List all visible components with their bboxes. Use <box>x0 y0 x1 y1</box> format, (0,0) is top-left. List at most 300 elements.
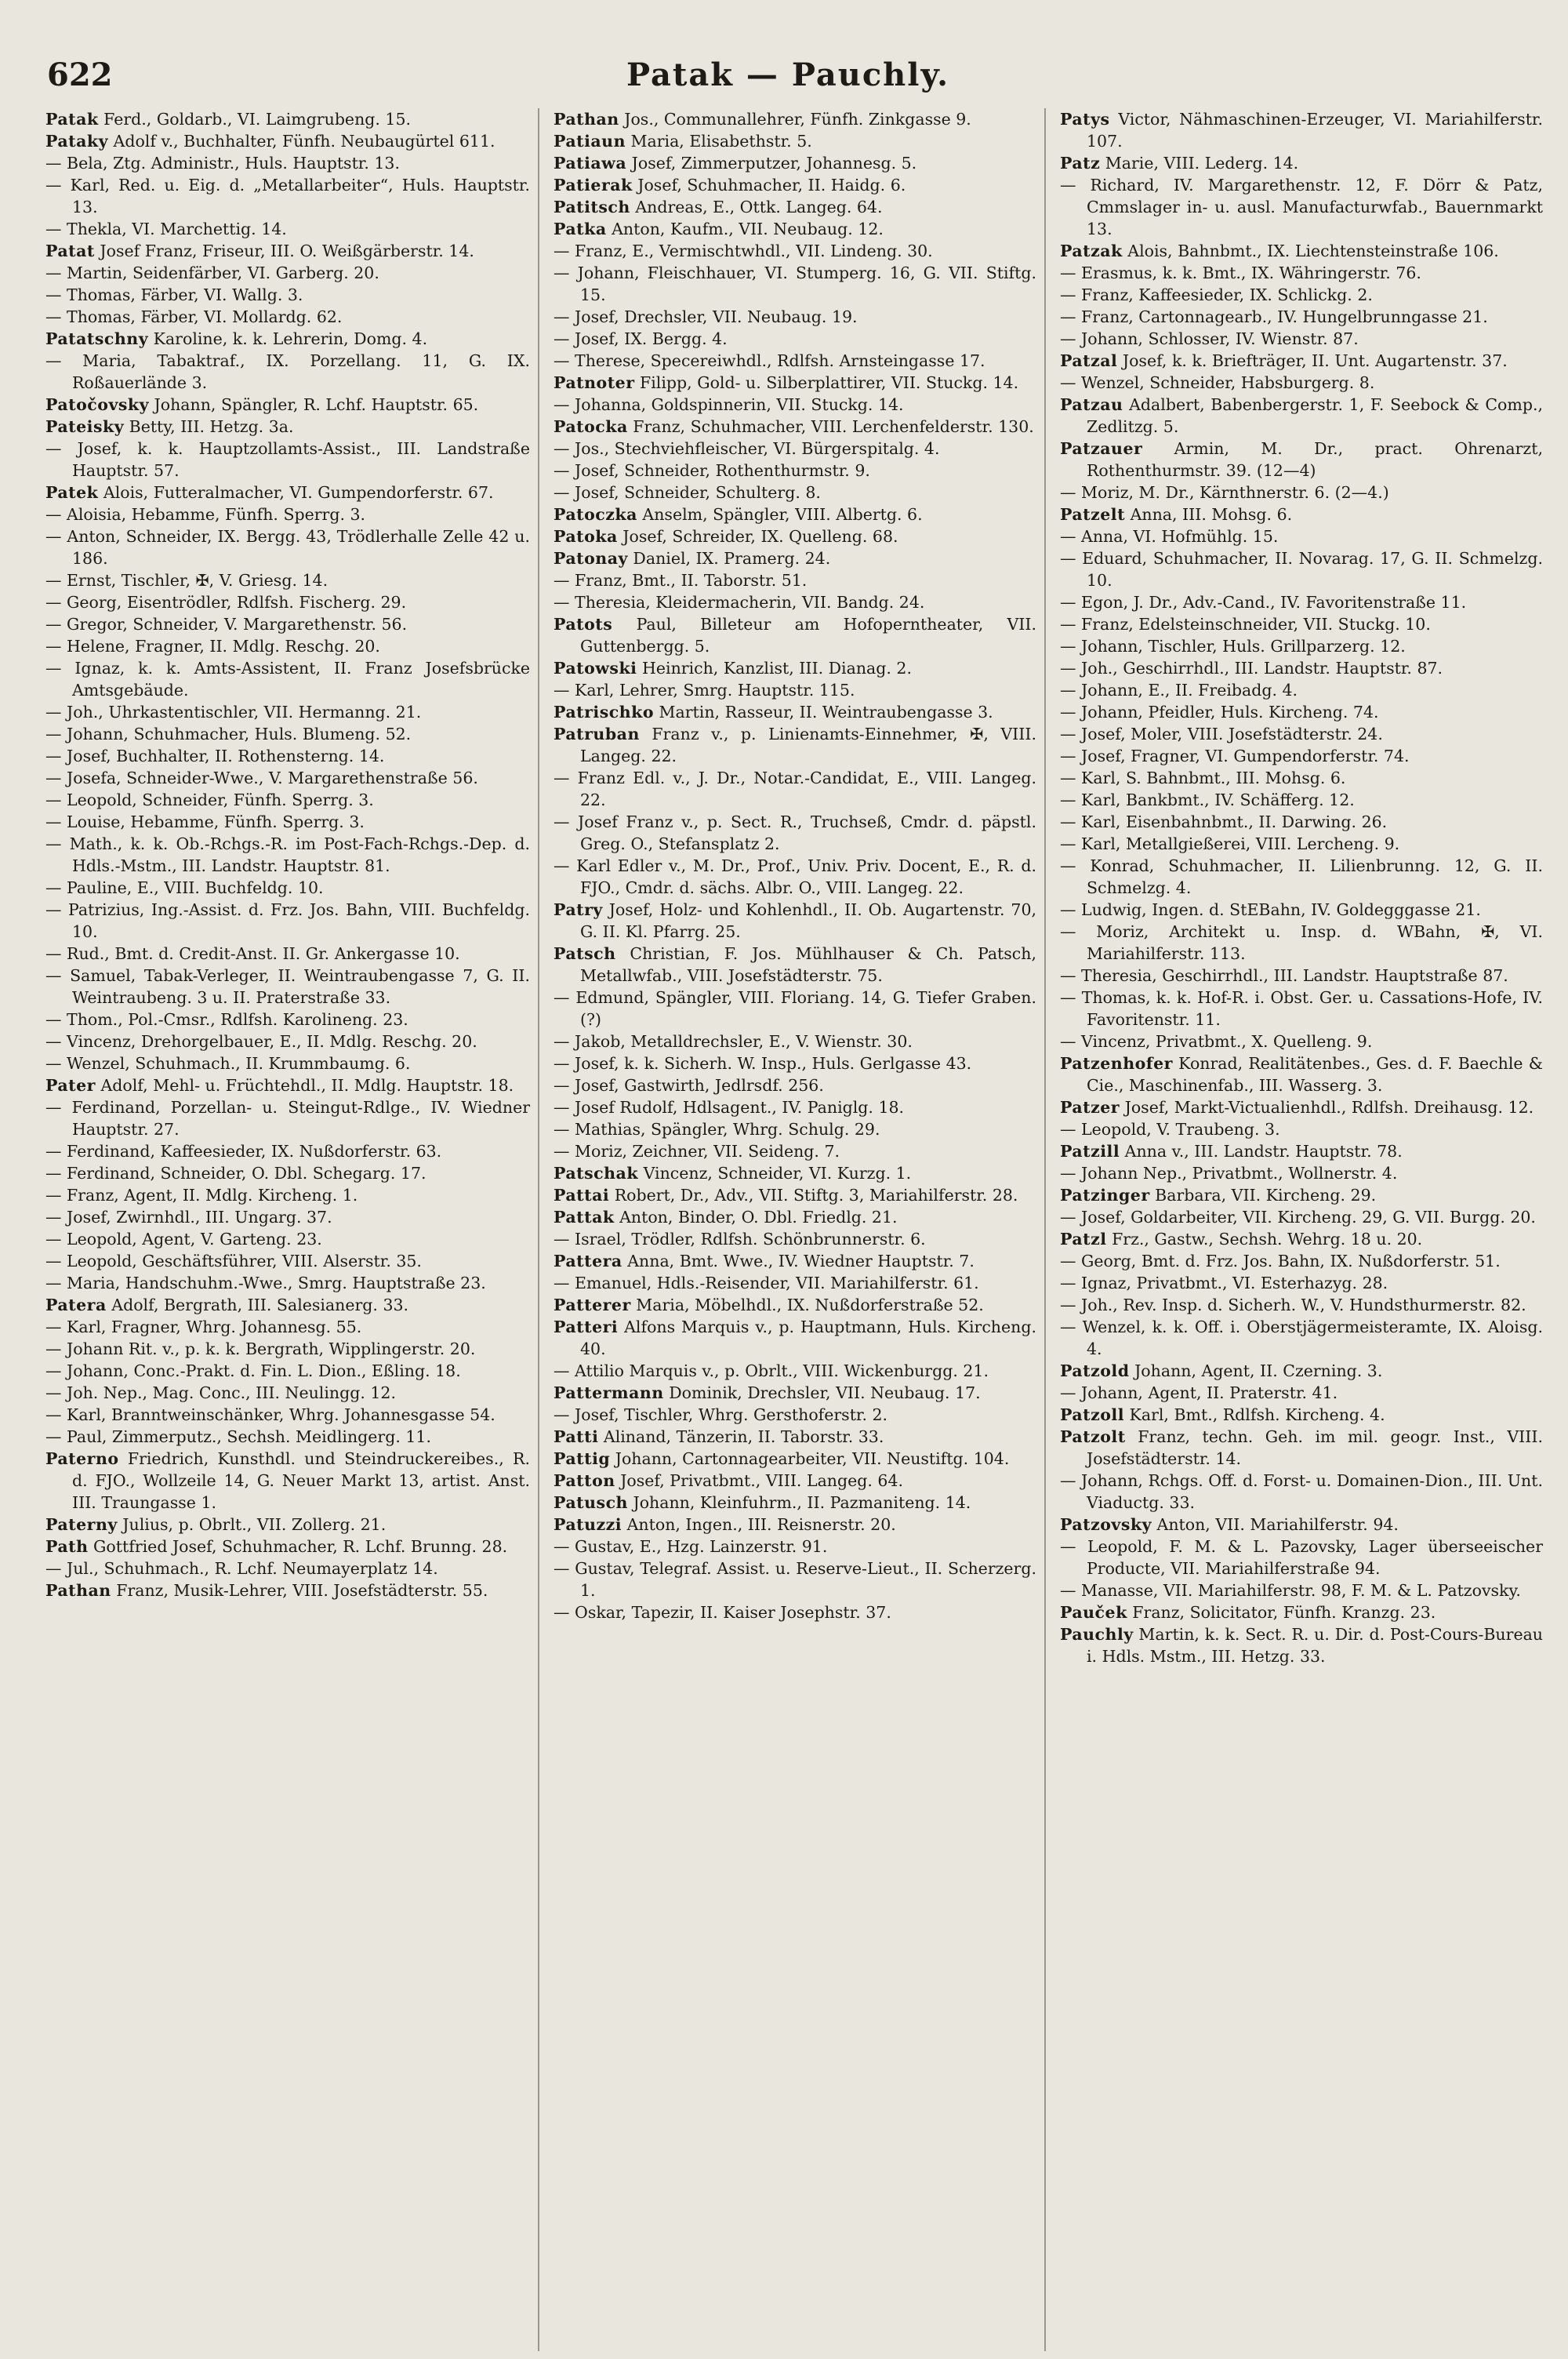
entry-details: Victor, Nähmaschinen-Erzeuger, VI. Mariahilferstr. 107. <box>1087 110 1543 151</box>
entry-details: — Johann, Fleischhauer, VI. Stumperg. 16, G. VII. Stiftg. 15. <box>554 264 1036 304</box>
directory-entry <box>1060 108 1543 152</box>
entry-surname: Pauchly <box>1060 1625 1134 1644</box>
entry-details: — Pauline, E., VIII. Buchfeldg. 10. <box>45 878 324 897</box>
directory-entry <box>1060 767 1543 789</box>
entry-details: — Johann, Tischler, Huls. Grillparzerg. 12. <box>1060 637 1406 656</box>
directory-entry <box>45 525 530 569</box>
entry-surname: Patonay <box>554 549 628 568</box>
entry-details: — Josef Franz v., p. Sect. R., Truchseß, Cmdr. d. päpstl. Greg. O., Stefansplatz 2. <box>554 812 1036 853</box>
directory-entry <box>554 1206 1036 1228</box>
entry-surname: Patteri <box>554 1318 619 1336</box>
directory-entry <box>1060 240 1543 262</box>
entry-surname: Patusch <box>554 1493 628 1512</box>
entry-details: — Joh., Uhrkastentischler, VII. Hermanng. 21. <box>45 703 422 722</box>
entry-surname: Pauček <box>1060 1603 1127 1622</box>
entry-surname: Patzal <box>1060 351 1118 370</box>
directory-entry <box>554 1558 1036 1601</box>
directory-entry <box>554 262 1036 306</box>
directory-entry <box>554 152 1036 174</box>
entry-details: — Josef, Schneider, Rothenthurmstr. 9. <box>554 461 870 480</box>
directory-entry <box>1060 525 1543 547</box>
directory-entry <box>1060 1536 1543 1579</box>
entry-details: — Moriz, M. Dr., Kärnthnerstr. 6. (2—4.) <box>1060 483 1389 502</box>
entry-details: — Leopold, Agent, V. Garteng. 23. <box>45 1230 322 1249</box>
running-head: Patak — Pauchly. <box>626 56 950 93</box>
entry-details: — Therese, Specereiwhdl., Rdlfsh. Arnsteingasse 17. <box>554 351 985 370</box>
directory-entry <box>554 438 1036 460</box>
entry-details: Franz, Musik-Lehrer, VIII. Josefstädterstr. 55. <box>111 1581 488 1600</box>
directory-entry <box>45 240 530 262</box>
directory-entry <box>1060 1316 1543 1360</box>
directory-entry <box>45 1338 530 1360</box>
directory-entry <box>45 328 530 350</box>
entry-details: — Helene, Fragner, II. Mdlg. Reschg. 20. <box>45 637 380 656</box>
directory-entry <box>554 482 1036 503</box>
entry-surname: Patiawa <box>554 154 627 173</box>
entry-details: — Karl, Branntweinschänker, Whrg. Johannesgasse 54. <box>45 1405 495 1424</box>
directory-entry <box>45 657 530 701</box>
entry-details: — Johann, Conc.-Prakt. d. Fin. L. Dion., Eßling. 18. <box>45 1361 461 1380</box>
entry-details: — Leopold, F. M. & L. Pazovsky, Lager überseeischer Producte, VII. Mariahilferstraße 94. <box>1060 1537 1543 1578</box>
entry-details: Anton, VII. Mariahilferstr. 94. <box>1152 1515 1399 1534</box>
entry-details: — Bela, Ztg. Administr., Huls. Hauptstr. 13. <box>45 154 400 173</box>
directory-entry <box>1060 1426 1543 1470</box>
directory-entry <box>554 130 1036 152</box>
directory-entry <box>1060 1140 1543 1162</box>
entry-details: — Math., k. k. Ob.-Rchgs.-R. im Post-Fach-Rchgs.-Dep. d. Hdls.-Mstm., III. Landstr. Hauptstr. 81. <box>45 834 530 875</box>
directory-entry <box>45 1294 530 1316</box>
directory-entry <box>554 679 1036 701</box>
entry-surname: Patiaun <box>554 132 626 151</box>
directory-entry <box>554 350 1036 372</box>
directory-entry <box>45 1096 530 1140</box>
directory-entry <box>554 1536 1036 1558</box>
directory-entry <box>1060 547 1543 591</box>
entry-surname: Patry <box>554 900 603 919</box>
entry-details: Vincenz, Schneider, VI. Kurzg. 1. <box>638 1164 912 1183</box>
entry-details: Adolf, Mehl- u. Früchtehdl., II. Mdlg. Hauptstr. 18. <box>95 1076 514 1095</box>
directory-entry <box>45 218 530 240</box>
entry-surname: Patti <box>554 1427 599 1446</box>
directory-entry <box>554 1492 1036 1514</box>
entry-details: — Moriz, Architekt u. Insp. d. WBahn, ✠, VI. Mariahilferstr. 113. <box>1060 922 1543 963</box>
entry-surname: Patitsch <box>554 198 630 216</box>
entry-details: — Josef, Goldarbeiter, VII. Kircheng. 29, G. VII. Burgg. 20. <box>1060 1208 1536 1227</box>
directory-entry <box>554 108 1036 130</box>
directory-entry <box>554 1074 1036 1096</box>
directory-entry <box>45 613 530 635</box>
entry-details: — Josef, Gastwirth, Jedlrsdf. 256. <box>554 1076 824 1095</box>
column-middle <box>538 108 1044 2351</box>
directory-entry <box>45 635 530 657</box>
directory-entry <box>554 855 1036 899</box>
entry-surname: Patzauer <box>1060 439 1143 458</box>
directory-entry <box>45 833 530 877</box>
directory-entry <box>554 174 1036 196</box>
directory-entry <box>1060 1294 1543 1316</box>
directory-entry <box>554 569 1036 591</box>
directory-entry <box>554 943 1036 987</box>
entry-details: Maria, Möbelhdl., IX. Nußdorferstraße 52. <box>630 1296 984 1314</box>
entry-details: — Patrizius, Ing.-Assist. d. Frz. Jos. Bahn, VIII. Buchfeldg. 10. <box>45 900 530 941</box>
directory-entry <box>1060 657 1543 679</box>
entry-details: Franz v., p. Linienamts-Einnehmer, ✠, VIII. Langeg. 22. <box>580 725 1036 765</box>
directory-entry <box>554 811 1036 855</box>
directory-entry <box>45 1140 530 1162</box>
entry-details: — Anton, Schneider, IX. Bergg. 43, Trödlerhalle Zelle 42 u. 186. <box>45 527 530 568</box>
entry-details: Anna, Bmt. Wwe., IV. Wiedner Hauptstr. 7. <box>622 1252 975 1270</box>
entry-details: Julius, p. Obrlt., VII. Zollerg. 21. <box>117 1515 387 1534</box>
entry-surname: Pataky <box>45 132 109 151</box>
directory-entry <box>1060 635 1543 657</box>
directory-entry <box>554 1030 1036 1052</box>
entry-details: — Israel, Trödler, Rdlfsh. Schönbrunnerstr. 6. <box>554 1230 926 1249</box>
directory-entry <box>45 108 530 130</box>
entry-details: — Karl, Eisenbahnbmt., II. Darwing. 26. <box>1060 812 1388 831</box>
entry-details: — Karl, Bankbmt., IV. Schäfferg. 12. <box>1060 791 1355 809</box>
entry-details: — Aloisia, Hebamme, Fünfh. Sperrg. 3. <box>45 505 366 524</box>
directory-entry <box>45 130 530 152</box>
directory-entry <box>45 284 530 306</box>
directory-entry <box>554 1272 1036 1294</box>
directory-entry <box>554 460 1036 482</box>
directory-entry <box>45 943 530 965</box>
entry-details: Franz, Schuhmacher, VIII. Lerchenfelderstr. 130. <box>627 417 1034 436</box>
entry-details: — Mathias, Spängler, Whrg. Schulg. 29. <box>554 1120 880 1139</box>
directory-entry <box>1060 1272 1543 1294</box>
entry-details: — Anna, VI. Hofmühlg. 15. <box>1060 527 1279 546</box>
entry-details: Gottfried Josef, Schuhmacher, R. Lchf. Brunng. 28. <box>88 1537 508 1556</box>
directory-entry <box>45 1052 530 1074</box>
entry-details: — Gregor, Schneider, V. Margarethenstr. 56. <box>45 615 408 634</box>
entry-surname: Patterer <box>554 1296 631 1314</box>
entry-surname: Patruban <box>554 725 640 743</box>
entry-details: Frz., Gastw., Sechsh. Wehrg. 18 u. 20. <box>1106 1230 1423 1249</box>
entry-details: — Franz, Bmt., II. Taborstr. 51. <box>554 571 808 590</box>
directory-entry <box>45 416 530 438</box>
directory-entry <box>1060 833 1543 855</box>
entry-details: — Josef, IX. Bergg. 4. <box>554 329 728 348</box>
entry-details: — Karl, Fragner, Whrg. Johannesg. 55. <box>45 1318 362 1336</box>
directory-entry <box>45 174 530 218</box>
entry-details: — Louise, Hebamme, Fünfh. Sperrg. 3. <box>45 812 365 831</box>
directory-entry <box>45 503 530 525</box>
entry-details: — Richard, IV. Margarethenstr. 12, F. Dörr & Patz, Cmmslager in- u. ausl. Manufacturwfab., Bauernmarkt 13. <box>1060 176 1543 238</box>
directory-entry <box>554 306 1036 328</box>
entry-details: — Georg, Eisentrödler, Rdlfsh. Fischerg. 29. <box>45 593 407 612</box>
entry-surname: Patatschny <box>45 329 149 348</box>
entry-details: — Paul, Zimmerputz., Sechsh. Meidlingerg. 11. <box>45 1427 431 1446</box>
directory-entry <box>45 1579 530 1601</box>
entry-details: Anselm, Spängler, VIII. Albertg. 6. <box>637 505 923 524</box>
entry-details: — Gustav, Telegraf. Assist. u. Reserve-Lieut., II. Scherzerg. 1. <box>554 1559 1036 1600</box>
directory-entry <box>45 767 530 789</box>
entry-details: — Johann Rit. v., p. k. k. Bergrath, Wipplingerstr. 20. <box>45 1339 476 1358</box>
entry-details: — Thekla, VI. Marchettig. 14. <box>45 220 287 238</box>
directory-entry <box>1060 1623 1543 1667</box>
directory-entry <box>1060 1118 1543 1140</box>
directory-entry <box>554 899 1036 943</box>
entry-details: Josef, Privatbmt., VIII. Langeg. 64. <box>615 1471 904 1490</box>
entry-details: Karl, Bmt., Rdlfsh. Kircheng. 4. <box>1124 1405 1385 1424</box>
entry-surname: Patrischko <box>554 703 655 722</box>
directory-entry <box>45 350 530 394</box>
directory-entry <box>1060 1096 1543 1118</box>
directory-entry <box>554 1228 1036 1250</box>
entry-surname: Pattig <box>554 1449 611 1468</box>
entry-details: Josef, k. k. Briefträger, II. Unt. Augartenstr. 37. <box>1117 351 1508 370</box>
entry-surname: Patka <box>554 220 607 238</box>
entry-surname: Paterny <box>45 1515 118 1534</box>
entry-surname: Patoka <box>554 527 618 546</box>
entry-surname: Patzau <box>1060 395 1123 414</box>
directory-entry <box>45 438 530 482</box>
directory-entry <box>1060 1360 1543 1382</box>
directory-entry <box>1060 350 1543 372</box>
entry-surname: Patat <box>45 242 95 260</box>
entry-details: — Franz, Edelsteinschneider, VII. Stuckg. 10. <box>1060 615 1431 634</box>
entry-surname: Patschak <box>554 1164 639 1183</box>
entry-details: — Josef, k. k. Sicherh. W. Insp., Huls. Gerlgasse 43. <box>554 1054 972 1073</box>
directory-entry <box>554 196 1036 218</box>
directory-entry <box>554 723 1036 767</box>
entry-surname: Patots <box>554 615 613 634</box>
entry-details: — Jakob, Metalldrechsler, E., V. Wienstr. 30. <box>554 1032 913 1051</box>
directory-entry <box>1060 1228 1543 1250</box>
entry-details: — Maria, Handschuhm.-Wwe., Smrg. Hauptstraße 23. <box>45 1274 486 1292</box>
directory-entry <box>45 723 530 745</box>
entry-surname: Patzill <box>1060 1142 1120 1161</box>
directory-entry <box>1060 328 1543 350</box>
entry-surname: Patzenhofer <box>1060 1054 1173 1073</box>
entry-details: Alinand, Tänzerin, II. Taborstr. 33. <box>598 1427 884 1446</box>
entry-details: — Karl, Metallgießerei, VIII. Lercheng. 9. <box>1060 834 1400 853</box>
entry-details: — Karl, Lehrer, Smrg. Hauptstr. 115. <box>554 681 855 700</box>
entry-surname: Patowski <box>554 659 637 678</box>
directory-entry <box>45 306 530 328</box>
entry-details: — Franz, E., Vermischtwhdl., VII. Lindeng. 30. <box>554 242 933 260</box>
directory-entry <box>1060 1052 1543 1096</box>
directory-entry <box>45 152 530 174</box>
entry-details: — Karl, Red. u. Eig. d. „Metallarbeiter“, Huls. Hauptstr. 13. <box>45 176 530 216</box>
directory-entry <box>1060 899 1543 921</box>
directory-entry <box>45 591 530 613</box>
directory-entry <box>45 1382 530 1404</box>
directory-entry <box>1060 1250 1543 1272</box>
entry-details: Filipp, Gold- u. Silberplattirer, VII. Stuckg. 14. <box>634 373 1019 392</box>
entry-surname: Patzl <box>1060 1230 1107 1249</box>
directory-entry <box>45 745 530 767</box>
directory-entry <box>554 394 1036 416</box>
directory-entry <box>554 1118 1036 1140</box>
entry-details: — Theresia, Kleidermacherin, VII. Bandg. 24. <box>554 593 925 612</box>
directory-entry <box>45 1448 530 1514</box>
directory-entry <box>554 240 1036 262</box>
entry-surname: Pattera <box>554 1252 622 1270</box>
directory-entry <box>1060 1404 1543 1426</box>
directory-entry <box>1060 503 1543 525</box>
entry-details: Karoline, k. k. Lehrerin, Domg. 4. <box>148 329 428 348</box>
directory-entry <box>1060 1514 1543 1536</box>
directory-entry <box>554 1052 1036 1074</box>
directory-entry <box>1060 855 1543 899</box>
entry-details: Josef, Schuhmacher, II. Haidg. 6. <box>632 176 906 194</box>
directory-entry <box>45 899 530 943</box>
directory-entry <box>45 1184 530 1206</box>
directory-entry <box>1060 262 1543 284</box>
entry-details: — Manasse, VII. Mariahilferstr. 98, F. M. & L. Patzovsky. <box>1060 1581 1521 1600</box>
directory-entry <box>1060 482 1543 503</box>
directory-entry <box>45 1316 530 1338</box>
entry-details: — Ignaz, Privatbmt., VI. Esterhazyg. 28. <box>1060 1274 1388 1292</box>
entry-details: — Josef, Moler, VIII. Josefstädterstr. 24. <box>1060 725 1383 743</box>
directory-entry <box>554 1448 1036 1470</box>
entry-surname: Patys <box>1060 110 1110 129</box>
directory-entry <box>554 1382 1036 1404</box>
entry-details: — Johann, Agent, II. Praterstr. 41. <box>1060 1383 1338 1402</box>
entry-details: — Franz, Agent, II. Mdlg. Kircheng. 1. <box>45 1186 358 1205</box>
entry-details: Johann, Agent, II. Czerning. 3. <box>1129 1361 1383 1380</box>
entry-details: — Thomas, k. k. Hof-R. i. Obst. Ger. u. Cassations-Hofe, IV. Favoritenstr. 11. <box>1060 988 1543 1029</box>
entry-details: — Vincenz, Drehorgelbauer, E., II. Mdlg. Reschg. 20. <box>45 1032 477 1051</box>
entry-details: Adolf v., Buchhalter, Fünfh. Neubaugürtel 611. <box>108 132 495 151</box>
page-header <box>31 56 1544 104</box>
entry-details: — Erasmus, k. k. Bmt., IX. Währingerstr. 76. <box>1060 264 1421 282</box>
entry-details: — Ernst, Tischler, ✠, V. Griesg. 14. <box>45 571 328 590</box>
entry-details: Johann, Spängler, R. Lchf. Hauptstr. 65. <box>149 395 479 414</box>
entry-details: Alfons Marquis v., p. Hauptmann, Huls. Kircheng. 40. <box>580 1318 1036 1358</box>
entry-details: — Ferdinand, Porzellan- u. Steingut-Rdlge., IV. Wiedner Hauptstr. 27. <box>45 1098 530 1139</box>
entry-surname: Patocka <box>554 417 628 436</box>
entry-details: Franz, Solicitator, Fünfh. Kranzg. 23. <box>1127 1603 1436 1622</box>
directory-entry <box>45 811 530 833</box>
directory-entry <box>554 416 1036 438</box>
entry-details: Anton, Binder, O. Dbl. Friedlg. 21. <box>614 1208 898 1227</box>
directory-entry <box>1060 284 1543 306</box>
entry-details: Konrad, Realitätenbes., Ges. d. F. Baechle & Cie., Maschinenfab., III. Wasserg. 3. <box>1087 1054 1543 1095</box>
entry-details: — Egon, J. Dr., Adv.-Cand., IV. Favoritenstraße 11. <box>1060 593 1467 612</box>
entry-surname: Patsch <box>554 944 616 963</box>
entry-details: Josef, Markt-Victualienhdl., Rdlfsh. Dreihausg. 12. <box>1120 1098 1534 1117</box>
directory-entry <box>1060 174 1543 240</box>
entry-details: Christian, F. Jos. Mühlhauser & Ch. Patsch, Metallwfab., VIII. Josefstädterstr. 75. <box>580 944 1036 985</box>
entry-details: — Ferdinand, Schneider, O. Dbl. Schegarg. 17. <box>45 1164 426 1183</box>
directory-entry <box>554 657 1036 679</box>
entry-details: — Emanuel, Hdls.-Reisender, VII. Mariahilferstr. 61. <box>554 1274 979 1292</box>
entry-details: — Franz, Kaffeesieder, IX. Schlickg. 2. <box>1060 285 1373 304</box>
entry-details: — Franz, Cartonnagearb., IV. Hungelbrunngasse 21. <box>1060 307 1488 326</box>
directory-entry <box>45 1206 530 1228</box>
directory-entry <box>1060 1206 1543 1228</box>
entry-details: Adalbert, Babenbergerstr. 1, F. Seebock & Comp., Zedlitzg. 5. <box>1087 395 1543 436</box>
entry-details: — Wenzel, k. k. Off. i. Oberstjägermeisteramte, IX. Aloisg. 4. <box>1060 1318 1543 1358</box>
entry-details: — Georg, Bmt. d. Frz. Jos. Bahn, IX. Nußdorferstr. 51. <box>1060 1252 1501 1270</box>
entry-details: — Johann, Schuhmacher, Huls. Blumeng. 52. <box>45 725 412 743</box>
directory-entry <box>1060 372 1543 394</box>
entry-details: — Samuel, Tabak-Verleger, II. Weintraubengasse 7, G. II. Weintraubeng. 3 u. II. Praterstraße 33. <box>45 966 530 1007</box>
entry-surname: Pateisky <box>45 417 125 436</box>
entry-details: Paul, Billeteur am Hofoperntheater, VII. Guttenbergg. 5. <box>580 615 1036 656</box>
entry-surname: Pattak <box>554 1208 615 1227</box>
entry-details: — Karl Edler v., M. Dr., Prof., Univ. Priv. Docent, E., R. d. FJO., Cmdr. d. sächs. Albr. O., VIII. Langeg. 22. <box>554 856 1036 897</box>
entry-details: — Josef, Drechsler, VII. Neubaug. 19. <box>554 307 858 326</box>
entry-details: Anna v., III. Landstr. Hauptstr. 78. <box>1120 1142 1403 1161</box>
entry-details: Josef, Holz- und Kohlenhdl., II. Ob. Augartenstr. 70, G. II. Kl. Pfarrg. 25. <box>580 900 1036 941</box>
entry-surname: Pater <box>45 1076 96 1095</box>
directory-entry <box>1060 701 1543 723</box>
entry-details: Ferd., Goldarb., VI. Laimgrubeng. 15. <box>98 110 412 129</box>
directory-entry <box>554 547 1036 569</box>
directory-entry <box>45 1250 530 1272</box>
entry-details: — Konrad, Schuhmacher, II. Lilienbrunng. 12, G. II. Schmelzg. 4. <box>1060 856 1543 897</box>
entry-details: Martin, Rasseur, II. Weintraubengasse 3. <box>654 703 993 722</box>
entry-surname: Patzak <box>1060 242 1123 260</box>
entry-details: Daniel, IX. Pramerg. 24. <box>627 549 831 568</box>
directory-entry <box>554 328 1036 350</box>
entry-details: — Leopold, V. Traubeng. 3. <box>1060 1120 1280 1139</box>
entry-details: — Leopold, Geschäftsführer, VIII. Alserstr. 35. <box>45 1252 422 1270</box>
entry-details: — Josef, Fragner, VI. Gumpendorferstr. 74. <box>1060 747 1410 765</box>
entry-details: Robert, Dr., Adv., VII. Stiftg. 3, Mariahilferstr. 28. <box>609 1186 1018 1205</box>
entry-surname: Pathan <box>554 110 619 129</box>
directory-entry <box>1060 306 1543 328</box>
directory-entry <box>45 877 530 899</box>
entry-details: — Johann, Rchgs. Off. d. Forst- u. Domainen-Dion., III. Unt. Viaductg. 33. <box>1060 1471 1543 1512</box>
entry-details: — Theresia, Geschirrhdl., III. Landstr. Hauptstraße 87. <box>1060 966 1508 985</box>
entry-surname: Patzelt <box>1060 505 1126 524</box>
entry-surname: Patzolt <box>1060 1427 1126 1446</box>
directory-entry <box>45 482 530 503</box>
entry-details: — Gustav, E., Hzg. Lainzerstr. 91. <box>554 1537 828 1556</box>
directory-entry <box>1060 152 1543 174</box>
directory-entry <box>554 701 1036 723</box>
directory-entry <box>554 613 1036 657</box>
entry-surname: Patuzzi <box>554 1515 622 1534</box>
directory-entry <box>45 1514 530 1536</box>
directory-entry <box>45 965 530 1009</box>
entry-surname: Patz <box>1060 154 1101 173</box>
column-left <box>31 108 538 2351</box>
entry-details: — Josef, k. k. Hauptzollamts-Assist., III. Landstraße Hauptstr. 57. <box>45 439 530 480</box>
entry-details: — Leopold, Schneider, Fünfh. Sperrg. 3. <box>45 791 374 809</box>
directory-entry <box>1060 921 1543 965</box>
directory-entry <box>45 1404 530 1426</box>
directory-entry <box>554 1601 1036 1623</box>
entry-surname: Patak <box>45 110 99 129</box>
entry-surname: Pathan <box>45 1581 111 1600</box>
entry-surname: Patzer <box>1060 1098 1120 1117</box>
directory-entry <box>45 262 530 284</box>
entry-surname: Paterno <box>45 1449 119 1468</box>
entry-surname: Pattai <box>554 1186 610 1205</box>
directory-entry <box>1060 1184 1543 1206</box>
entry-details: — Ignaz, k. k. Amts-Assistent, II. Franz Josefsbrücke Amtsgebäude. <box>45 659 530 700</box>
entry-details: — Johann Nep., Privatbmt., Wollnerstr. 4. <box>1060 1164 1398 1183</box>
entry-surname: Patek <box>45 483 99 502</box>
directory-entry <box>1060 965 1543 987</box>
directory-entry <box>554 1250 1036 1272</box>
directory-entry <box>554 591 1036 613</box>
entry-details: — Joh., Geschirrhdl., III. Landstr. Hauptstr. 87. <box>1060 659 1443 678</box>
entry-details: — Johann, Schlosser, IV. Wienstr. 87. <box>1060 329 1359 348</box>
entry-details: — Josefa, Schneider-Wwe., V. Margarethenstraße 56. <box>45 769 478 787</box>
directory-entry <box>554 1426 1036 1448</box>
directory-entry <box>45 394 530 416</box>
entry-details: — Thom., Pol.-Cmsr., Rdlfsh. Karolineng. 23. <box>45 1010 408 1029</box>
entry-details: — Josef, Schneider, Schulterg. 8. <box>554 483 821 502</box>
directory-entry <box>1060 613 1543 635</box>
directory-entry <box>554 1294 1036 1316</box>
